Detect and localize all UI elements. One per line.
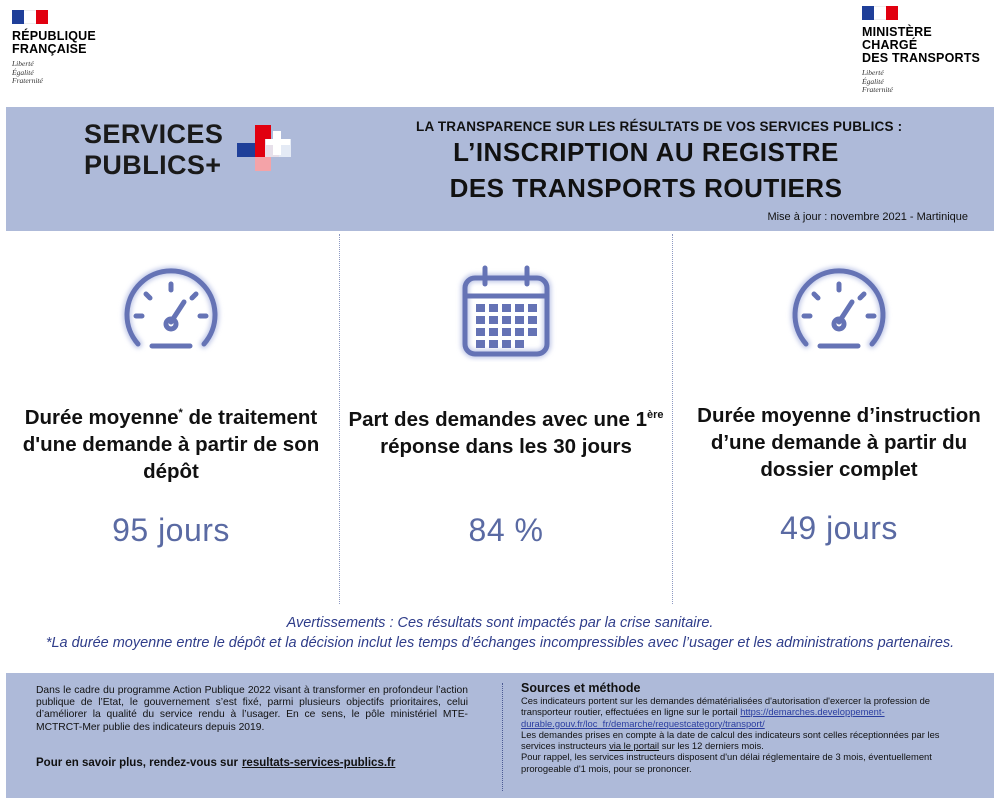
column-divider [339,234,340,604]
sources-text: sur les 12 derniers mois. [661,740,764,752]
logo-name-line: CHARGÉ [862,38,918,52]
logo-name-line: RÉPUBLIQUE [12,29,96,43]
indicator-label-part: Part des demandes avec une 1 [348,408,647,431]
indicator-processing-time [6,232,336,602]
indicator-label [341,402,671,460]
logo-motto [12,60,96,86]
indicator-label [6,400,336,485]
ministere-transports-logo [862,6,980,95]
indicator-first-response [341,232,671,602]
indicator-label: Durée moyenne d’instruction d’une demande à partir du dossier complet [697,404,981,481]
indicator-instruction-time [674,232,1000,602]
french-flag-icon [12,10,48,24]
brand-line: PUBLICS+ [84,150,222,180]
column-divider [672,234,673,604]
page-title-line2: DES TRANSPORTS ROUTIERS [449,173,843,203]
footer-more-info [36,757,395,769]
indicator-label-part: réponse dans les 30 jours [380,435,632,458]
asterisk-mark: * [178,407,183,419]
french-flag-icon [862,6,898,20]
header-band [6,107,994,231]
page-title-line1: L’INSCRIPTION AU REGISTRE [453,137,839,167]
sources-paragraph [521,729,976,752]
indicator-label-part: de traitement d'une demande à partir de son dépôt [22,406,320,483]
sources-text: Ces indicateurs portent sur les demandes dématérialisées d'autorisation d'exercer la profession de transporteur routier, effectuées en ligne sur le portail [521,695,931,718]
logo-name-line: MINISTÈRE [862,25,932,39]
warning-sanitary: Avertissements : Ces résultats sont impactés par la crise sanitaire. [286,615,714,631]
warning-asterisk-note: *La durée moyenne entre le dépôt et la décision inclut les temps d’échanges incompressibles avec l’usager et les administrations partenaires. [45,635,955,651]
sources-paragraph: Pour rappel, les services instructeurs disposent d'un délai réglementaire de 3 mois, éventuellement prorogeable d'1 mois, pour se prononcer. [521,751,932,774]
portal-url-link[interactable]: https://demarches.developpement-durable.gouv.fr/loc_fr/demarche/requestcategory/transport/ [521,706,885,729]
indicator-value: 95 jours [112,512,230,548]
motto-fraternite: Fraternité [12,76,43,85]
footer-sources [521,681,976,774]
republique-francaise-logo [12,10,96,86]
motto-liberte: Liberté [12,59,34,68]
footer-divider [502,683,503,791]
gauge-icon [674,262,1000,362]
logo-motto [862,69,980,95]
services-publics-brand [84,119,223,181]
brand-line: SERVICES [84,119,224,149]
update-date: Mise à jour : novembre 2021 - Martinique [767,211,968,223]
footer-intro: Dans le cadre du programme Action Publique 2022 visant à transformer en profondeur l’action publique de l’Etat, le gouvernement s’est fixé, parmi plusieurs objectifs prioritaires, celui d’améliorer la qualité du service rendu à l’usager. En ce sens, le pôle ministériel MTE-MCTRCT-Mer publie des indicateurs depuis 2019. [36,685,468,733]
sources-paragraph [521,695,976,729]
superscript-ere: ère [647,409,664,421]
sources-title: Sources et méthode [521,681,641,695]
tagline: LA TRANSPARENCE SUR LES RÉSULTATS DE VOS SERVICES PUBLICS : [416,119,903,134]
services-publics-cross-icon [235,121,295,177]
sources-text: Les demandes prises en compte à la date de calcul des indicateurs sont celles réceptionnées par les services instructeurs [521,728,940,752]
calendar-icon [341,262,671,362]
more-info-label: Pour en savoir plus, rendez-vous sur [36,757,238,769]
indicator-label-part: Durée moyenne [24,406,179,429]
motto-egalite: Égalité [12,67,34,77]
indicator-value: 84 % [468,512,544,548]
motto-liberte: Liberté [862,68,884,77]
logo-name-line: FRANÇAISE [12,42,87,56]
more-info-link[interactable]: resultats-services-publics.fr [241,757,396,769]
gauge-icon [6,262,336,362]
motto-fraternite: Fraternité [862,85,893,94]
logo-name-line: DES TRANSPORTS [862,51,981,65]
indicator-value: 49 jours [780,510,898,546]
motto-egalite: Égalité [862,76,884,86]
footer-band [6,673,994,798]
via-portail-link[interactable]: via le portail [609,740,660,752]
